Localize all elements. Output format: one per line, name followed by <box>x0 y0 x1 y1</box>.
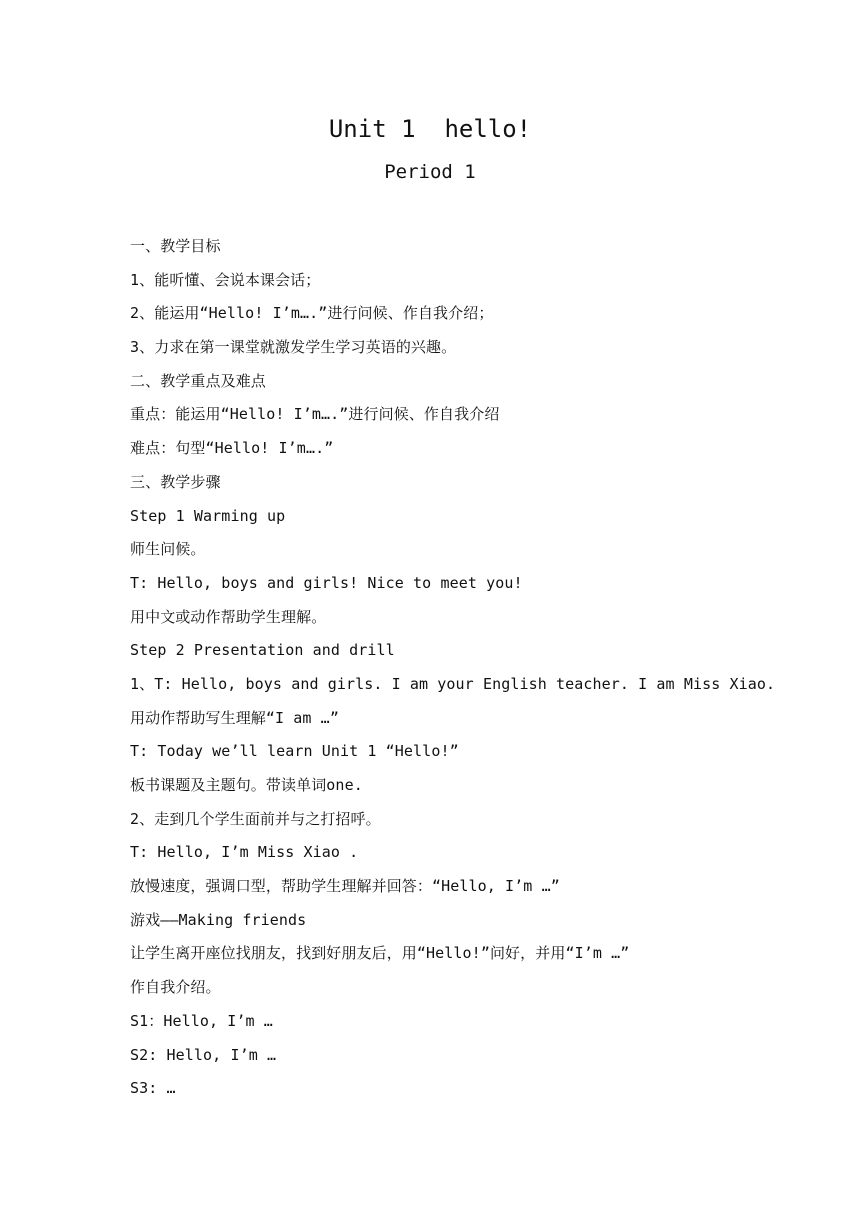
body-line: 板书课题及主题句。带读单词one. <box>130 776 363 794</box>
body-line: 师生问候。 <box>130 540 206 559</box>
dialogue-line: T: Hello, boys and girls! Nice to meet you! <box>130 573 523 592</box>
objective-item-2: 2、能运用“Hello! I’m….”进行问候、作自我介绍； <box>130 304 494 323</box>
dialogue-line: T: Today we’ll learn Unit 1 “Hello!” <box>130 742 459 761</box>
dialogue-line: 1、T: Hello, boys and girls. I am your English teacher. I am Miss Xiao. <box>130 674 776 693</box>
dialogue-line: T: Hello, I’m Miss Xiao . <box>130 843 359 862</box>
body-line: 2、走到几个学生面前并与之打招呼。 <box>130 809 381 828</box>
section-heading-key-points: 二、教学重点及难点 <box>130 371 266 390</box>
body-line: 作自我介绍。 <box>130 978 221 997</box>
body-line: 用中文或动作帮助学生理解。 <box>130 607 327 626</box>
step-1-heading: Step 1 Warming up <box>130 506 286 525</box>
difficult-point-line: 难点：句型“Hello! I’m….” <box>130 439 334 458</box>
document-title: Unit 1 hello! <box>328 115 532 143</box>
dialogue-line: S1：Hello, I’m … <box>130 1011 273 1030</box>
step-2-heading: Step 2 Presentation and drill <box>130 641 395 660</box>
body-line: 让学生离开座位找朋友，找到好朋友后，用“Hello!”问好，并用“I’m …” <box>130 944 630 963</box>
key-point-line: 重点：能运用“Hello! I’m….”进行问候、作自我介绍 <box>130 405 500 424</box>
dialogue-line: S2: Hello, I’m … <box>130 1045 277 1064</box>
objective-item-3: 3、力求在第一课堂就激发学生学习英语的兴趣。 <box>130 338 457 357</box>
game-heading: 游戏——Making friends <box>130 910 307 929</box>
body-line: 用动作帮助写生理解“I am …” <box>130 708 339 727</box>
body-line: 放慢速度，强调口型，帮助学生理解并回答：“Hello, I’m …” <box>130 877 560 896</box>
section-heading-steps: 三、教学步骤 <box>130 472 221 491</box>
section-heading-objectives: 一、教学目标 <box>130 237 221 255</box>
dialogue-line: S3: … <box>130 1079 176 1098</box>
document-subtitle: Period 1 <box>384 161 476 183</box>
document-body <box>130 230 776 1106</box>
objective-item-1: 1、能听懂、会说本课会话； <box>130 270 321 289</box>
